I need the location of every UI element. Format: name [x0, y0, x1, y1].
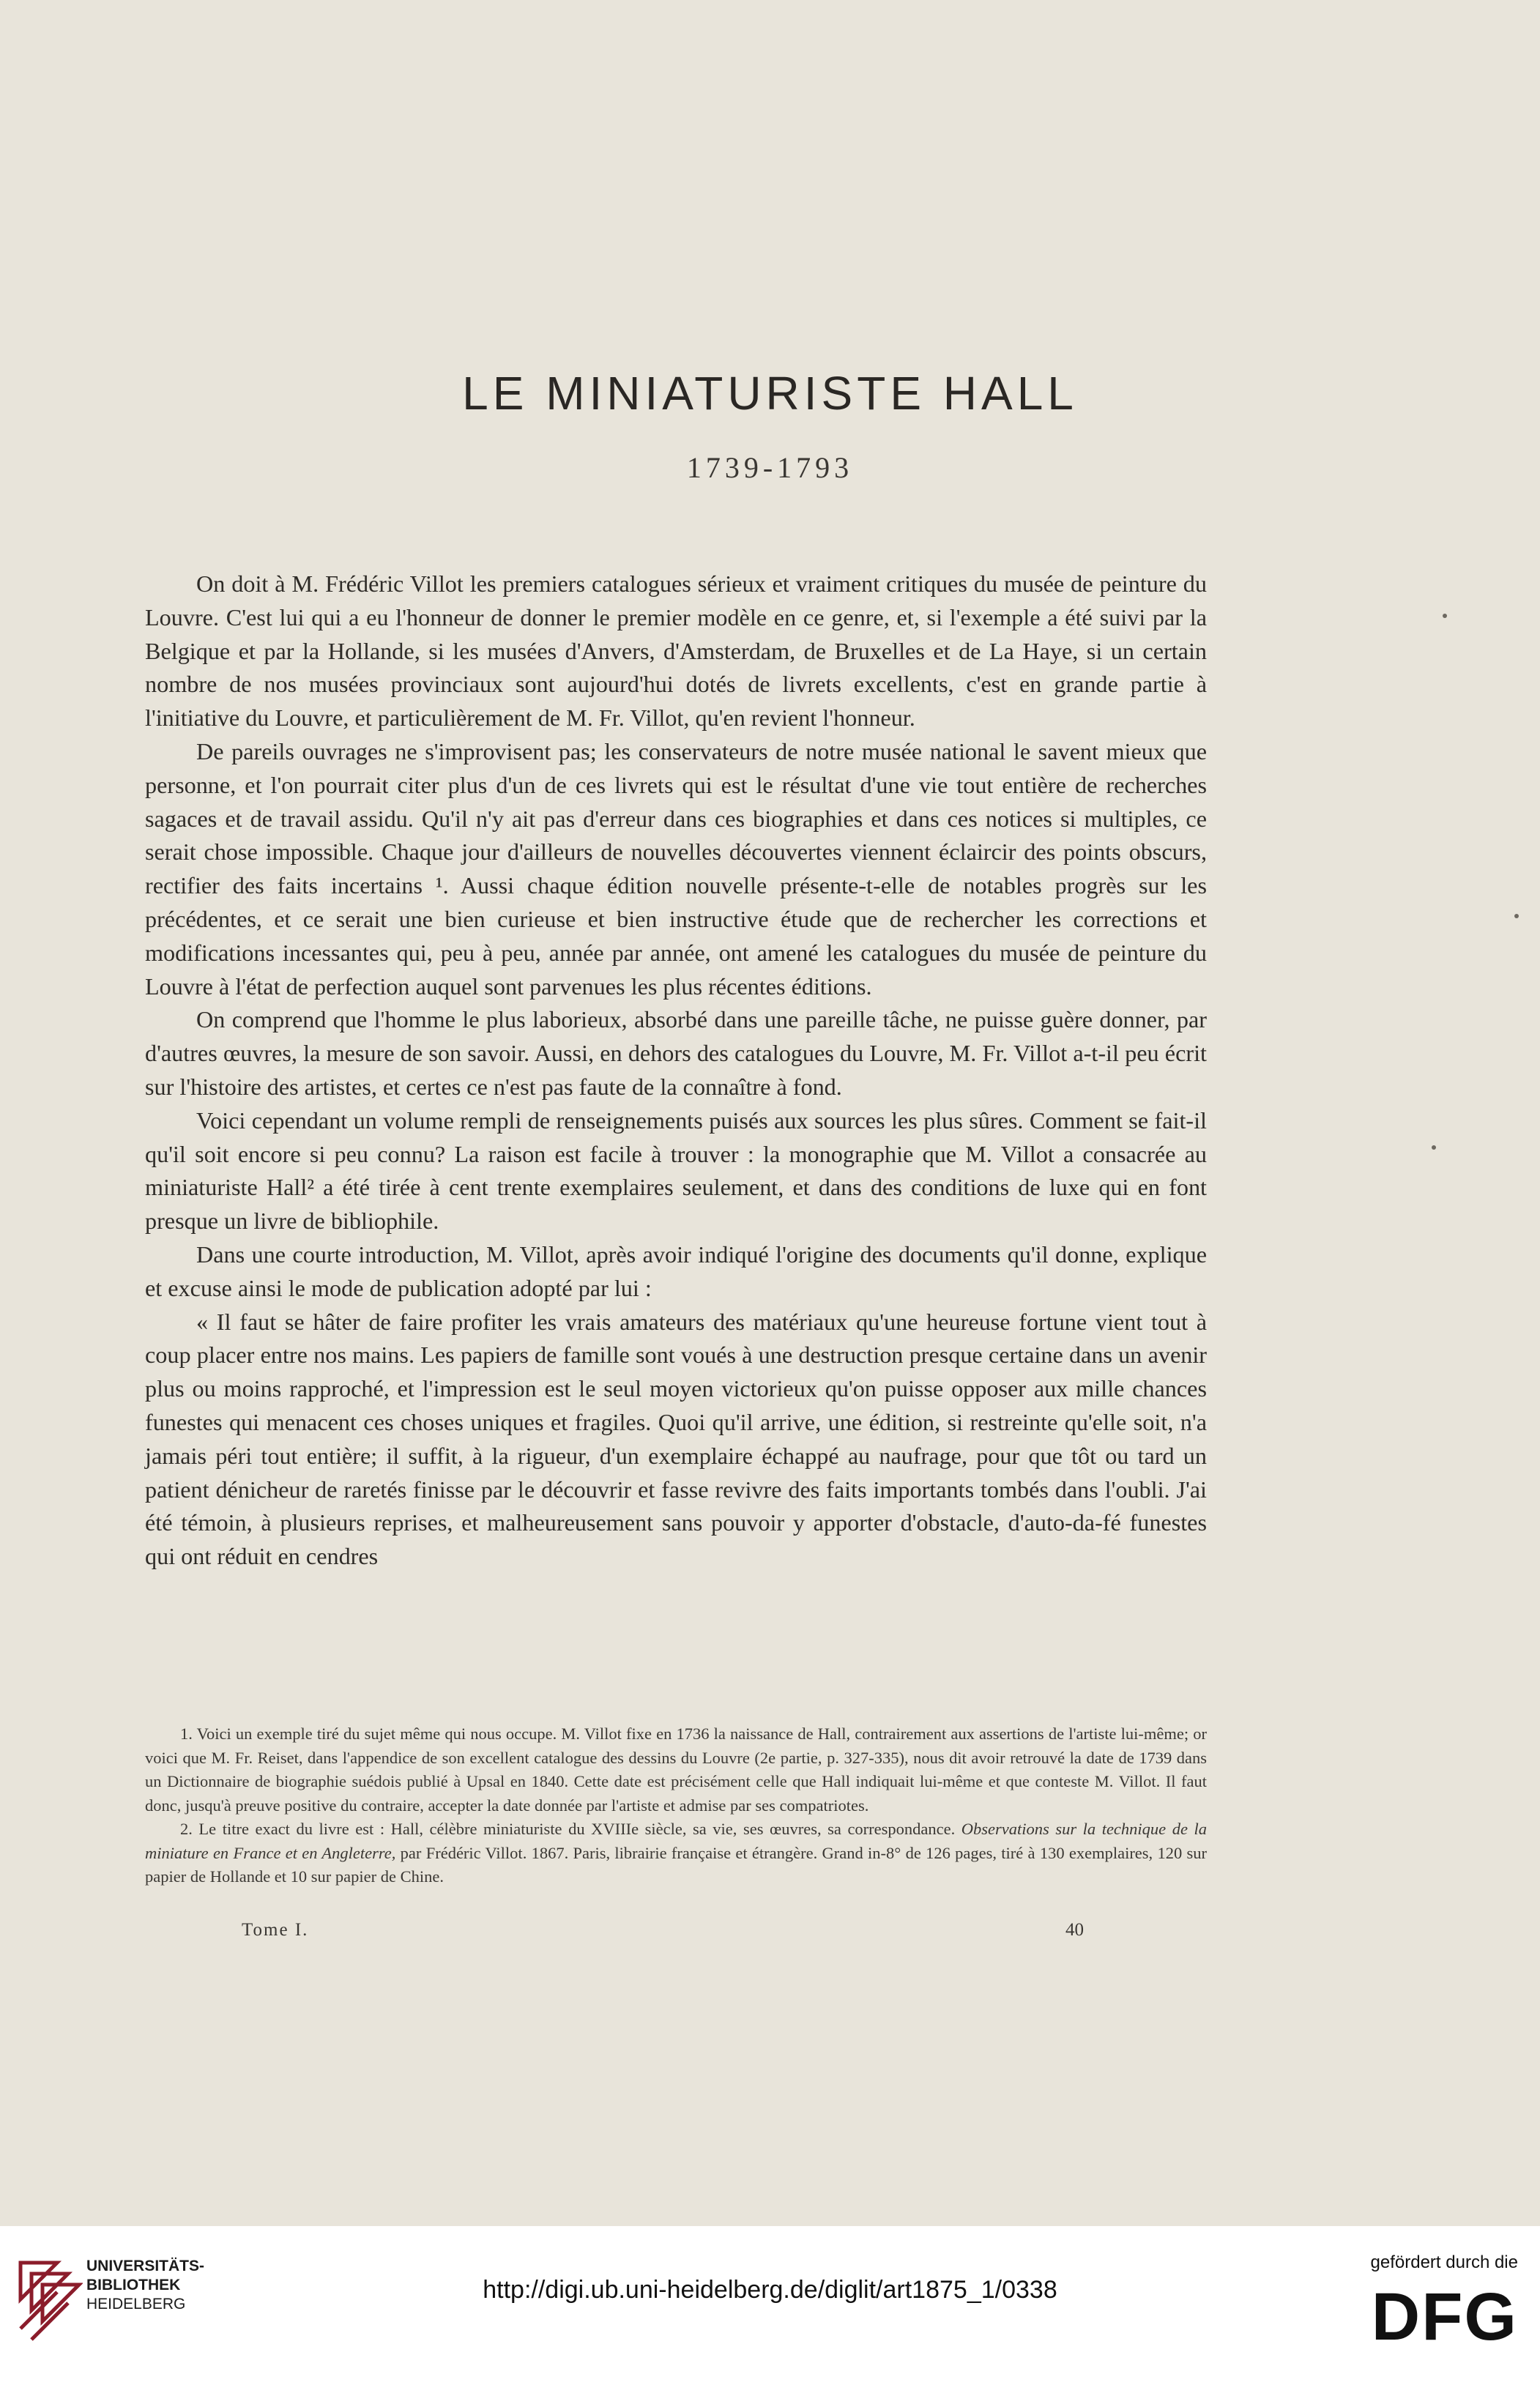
footnote-2-part-b: par Frédéric Villot. 1867. Paris, librairie française et étrangère. Grand in-8° de 126 pages, tiré à 130 exemplaires, 120 sur papier de Hollande et 10 sur papier de Chine. [145, 1843, 1207, 1886]
paragraph: De pareils ouvrages ne s'improvisent pas; les conservateurs de notre musée national le savent mieux que personne, et l'on pourrait citer plus d'un de ces livrets qui est le résultat d'une vie tout entière de recherches sagaces et de travail assidu. Qu'il n'y ait pas d'erreur dans ces biographies et dans ces notices si multiples, ce serait chose impossible. Chaque jour d'ailleurs de nouvelles découvertes viennent éclaircir des points obscurs, rectifier des faits incertains ¹. Aussi chaque édition nouvelle présente-t-elle de notables progrès sur les précédentes, et ce serait une bien curieuse et bien instructive étude que de rechercher les corrections et modifications incessantes qui, peu à peu, année par année, ont amené les catalogues du musée de peinture du Louvre à l'état de perfection auquel sont parvenues les plus récentes éditions. [145, 737, 1207, 1000]
library-name-line-1: UNIVERSITÄTS- [86, 2258, 205, 2274]
digital-library-footer [0, 2226, 1540, 2385]
paragraph: Voici cependant un volume rempli de renseignements puisés aux sources les plus sûres. Comment se fait-il qu'il soit encore si peu connu? La raison est facile à trouver : la monographie que M. Villot a consacrée au miniaturiste Hall² a été tirée à cent trente exemplaires seulement, et dans des conditions de luxe qui en font presque un livre de bibliophile. [145, 1106, 1207, 1235]
library-name-line-2: BIBLIOTHEK [86, 2277, 181, 2293]
footnotes [145, 1722, 1207, 1889]
sheet-number: 40 [1065, 1920, 1084, 1940]
signature-line [242, 1920, 1084, 1941]
volume-signature: Tome I. [242, 1920, 309, 1940]
article-title: LE MINIATURISTE HALL [462, 367, 1078, 420]
funding-caption: gefördert durch die [1370, 2252, 1518, 2272]
footnote-2-part-a: 2. Le titre exact du livre est : Hall, célèbre miniaturiste du XVIIIe siècle, sa vie, ses œuvres, sa correspondance. [180, 1820, 961, 1838]
footnote-1: 1. Voici un exemple tiré du sujet même qui nous occupe. M. Villot fixe en 1736 la naissance de Hall, contrairement aux assertions de l'artiste lui-même; or voici que M. Fr. Reiset, dans l'appendice de son excellent catalogue des dessins du Louvre (2e partie, p. 327-335), nous dit avoir retrouvé la date de 1739 dans un Dictionnaire de biographie suédois publié à Upsal en 1840. Cette date est précisément celle que Hall indiquait lui-même et que conteste M. Villot. Il faut donc, jusqu'à preuve positive du contraire, accepter la date donnée par l'artiste et admise par ses compatriotes. [145, 1724, 1207, 1815]
scan-speck [1443, 614, 1447, 618]
paragraph: « Il faut se hâter de faire profiter les vrais amateurs des matériaux qu'une heureuse fortune vient tout à coup placer entre nos mains. Les papiers de famille sont voués à une destruction presque certaine dans un avenir plus ou moins rapproché, et l'impression est le seul moyen victorieux qu'on puisse opposer aux mille chances funestes qui menacent ces choses uniques et fragiles. Quoi qu'il arrive, une édition, si restreinte qu'elle soit, n'a jamais péri tout entière; il suffit, à la rigueur, d'un exemplaire échappé au naufrage, pour que tôt ou tard un patient dénicheur de raretés finisse par le découvrir et fasse revivre des faits importants tombés dans l'oubli. J'ai été témoin, à plusieurs reprises, et malheureusement sans pouvoir y apporter d'obstacle, d'auto-da-fé funestes qui ont réduit en cendres [145, 1308, 1207, 1570]
scan-speck [1514, 914, 1519, 918]
library-name-line-3: HEIDELBERG [86, 2296, 186, 2313]
dfg-logo: DFG [1371, 2280, 1518, 2354]
scan-speck [1432, 1145, 1436, 1150]
article-body [145, 568, 1207, 1574]
footnote-2-italic-title: Observations sur la technique de la miniature en France et en Angleterre, [145, 1820, 1207, 1862]
paragraph: On comprend que l'homme le plus laborieux, absorbé dans une pareille tâche, ne puisse guère donner, par d'autres œuvres, la mesure de son savoir. Aussi, en dehors des catalogues du Louvre, M. Fr. Villot a-t-il peu écrit sur l'histoire des artistes, et certes ce n'est pas faute de la connaître à fond. [145, 1006, 1207, 1100]
article-dates: 1739-1793 [686, 451, 854, 484]
paragraph: Dans une courte introduction, M. Villot, après avoir indiqué l'origine des documents qu'il donne, explique et excuse ainsi le mode de publication adopté par lui : [145, 1240, 1207, 1301]
permalink-url[interactable]: http://digi.ub.uni-heidelberg.de/diglit/art1875_1/0338 [483, 2276, 1057, 2304]
footnote-2 [145, 1817, 1207, 1889]
paragraph: On doit à M. Frédéric Villot les premiers catalogues sérieux et vraiment critiques du musée de peinture du Louvre. C'est lui qui a eu l'honneur de donner le premier modèle en ce genre, et, si l'exemple a été suivi par la Belgique et par la Hollande, si les musées d'Anvers, d'Amsterdam, de Bruxelles et de La Haye, si un certain nombre de nos musées provinciaux sont aujourd'hui dotés de livrets excellents, c'est en grande partie à l'initiative du Louvre, et particulièrement de M. Fr. Villot, qu'en revient l'honneur. [145, 570, 1207, 732]
